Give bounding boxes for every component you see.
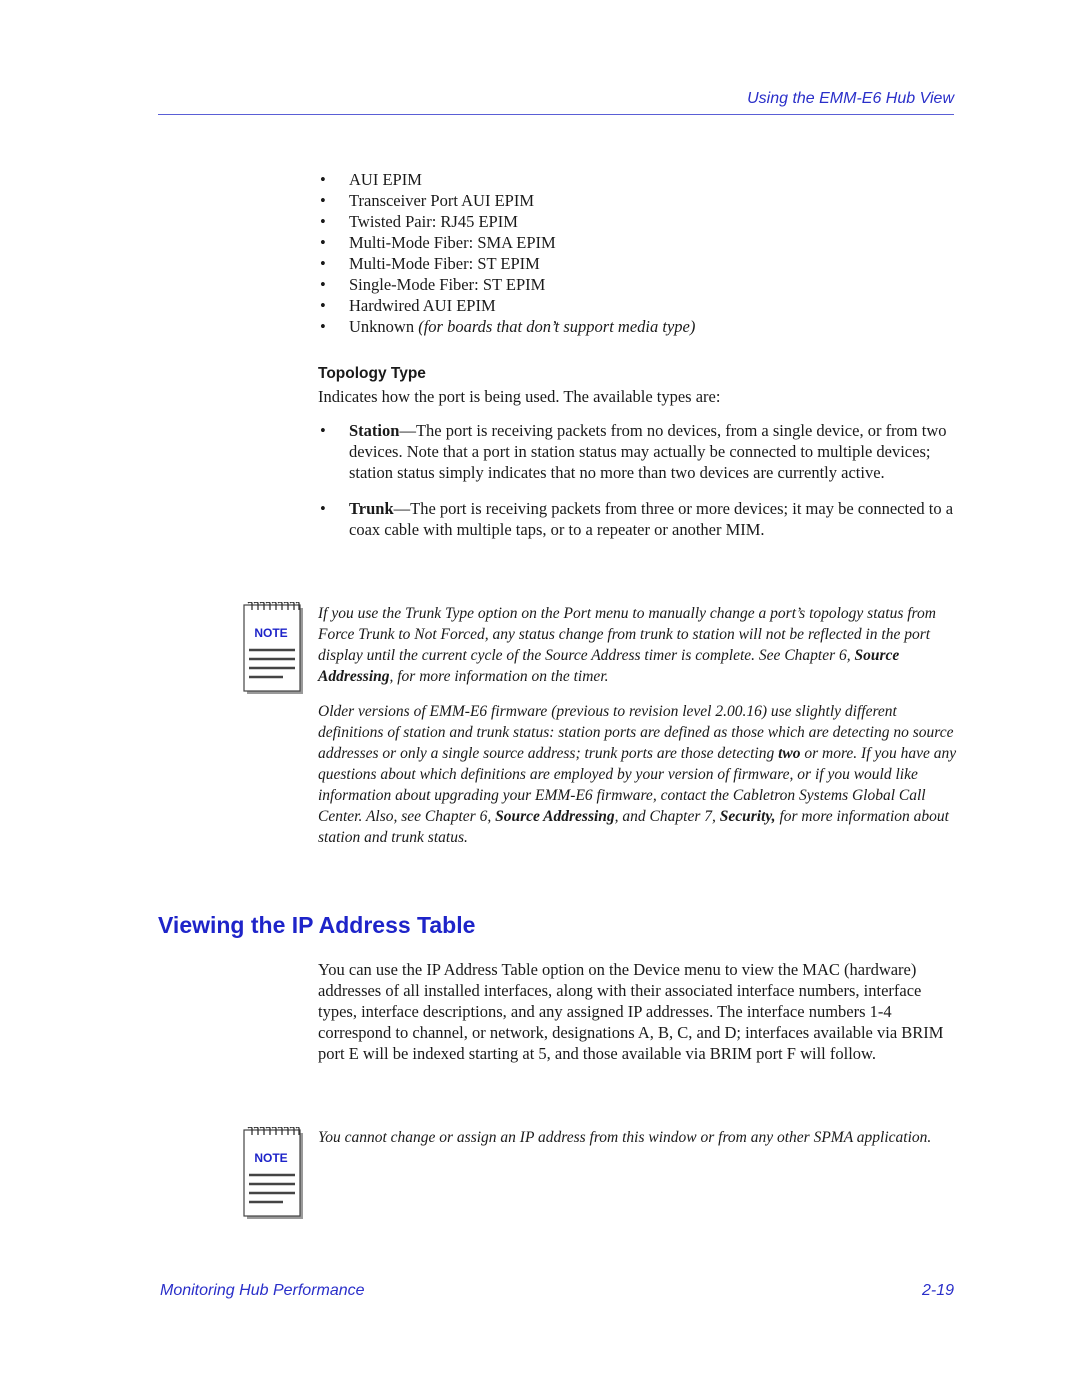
list-item: • Transceiver Port AUI EPIM <box>318 190 958 211</box>
note-icon-label: NOTE <box>254 1151 288 1165</box>
list-item: • Single-Mode Fiber: ST EPIM <box>318 274 958 295</box>
note-pad-graphic <box>243 602 305 696</box>
note1-p2-text-g: for more information about station and trunk status. <box>318 808 949 846</box>
note-pad-graphic <box>243 1127 305 1221</box>
note1-p2-ref-source-addressing: Source Addressing <box>495 808 615 825</box>
note1-paragraph2 <box>318 701 958 848</box>
unknown-label: Unknown <box>349 317 419 336</box>
note1-p2-text-c: or more. If you have any questions about which definitions are employed by your version of firmware, or if you would like information about upgrading your EMM-E6 firmware, contact the Cabletron Systems Global Call Center. Also, see Chapter 6, <box>318 745 957 825</box>
topology-intro: Indicates how the port is being used. The available types are: <box>318 387 721 406</box>
list-item: • Twisted Pair: RJ45 EPIM <box>318 211 958 232</box>
note1-paragraph1 <box>318 603 958 687</box>
list-item: • Multi-Mode Fiber: ST EPIM <box>318 253 958 274</box>
note1-text-c: , for more information on the timer. <box>389 668 609 685</box>
list-item: • AUI EPIM <box>318 169 958 190</box>
station-term: Station <box>349 421 400 440</box>
section-body: You can use the IP Address Table option on the Device menu to view the MAC (hardware) addresses of all installed interfaces, along with their associated interface numbers, interface types, interface descriptions, and any assigned IP addresses. The interface numbers 1-4 correspond to channel, or network, designations A, B, C, and D; interfaces available via BRIM port E will be indexed starting at 5, and those available via BRIM port F will follow. <box>318 960 944 1063</box>
note1-p2-text-a: Older versions of EMM-E6 firmware (previous to revision level 2.00.16) use slightly different definitions of station and trunk status: station ports are defined as those which are detecting no source addresses or only a single source address; trunk ports are those detecting <box>318 703 954 762</box>
note2-text: You cannot change or assign an IP address from this window or from any other SPMA application. <box>318 1129 932 1146</box>
topology-heading: Topology Type <box>318 365 426 382</box>
station-text: —The port is receiving packets from no devices, from a single device, or from two devices. Note that a port in station status may actually be connected to multiple devices; station status simply indicates that no more than two devices are currently active. <box>349 421 947 482</box>
list-item: • Hardwired AUI EPIM <box>318 295 958 316</box>
note1-p2-ref-security: Security, <box>719 808 776 825</box>
topology-list <box>318 420 958 555</box>
header-rule <box>158 114 954 115</box>
list-item-trunk <box>318 498 958 540</box>
page-number: 2-19 <box>921 1282 954 1299</box>
trunk-text: —The port is receiving packets from three or more devices; it may be connected to a coax cable with multiple taps, or to a repeater or another MIM. <box>349 499 954 539</box>
footer-chapter-title: Monitoring Hub Performance <box>160 1282 365 1299</box>
media-type-list <box>318 169 958 337</box>
note1-text-a: If you use the Trunk Type option on the Port menu to manually change a port’s topology status from Force Trunk to Not Forced, any status change from trunk to station will not be reflected in the port display until the current cycle of the Source Address timer is complete. See Chapter 6, <box>318 605 936 664</box>
running-header: Using the EMM-E6 Hub View <box>747 90 954 107</box>
list-item-unknown <box>318 316 958 337</box>
section-title: Viewing the IP Address Table <box>158 912 476 938</box>
note-icon-label: NOTE <box>254 626 288 640</box>
note1-ref-source-addressing: Source Addressing <box>318 647 900 685</box>
list-item: • Multi-Mode Fiber: SMA EPIM <box>318 232 958 253</box>
note1-p2-text-e: , and Chapter 7, <box>614 808 720 825</box>
note-icon <box>243 1127 305 1226</box>
list-item-station <box>318 420 958 483</box>
note-icon <box>243 602 305 701</box>
note1-p2-two: two <box>778 745 801 762</box>
unknown-note: (for boards that don’t support media type) <box>418 317 696 336</box>
trunk-term: Trunk <box>349 499 394 518</box>
